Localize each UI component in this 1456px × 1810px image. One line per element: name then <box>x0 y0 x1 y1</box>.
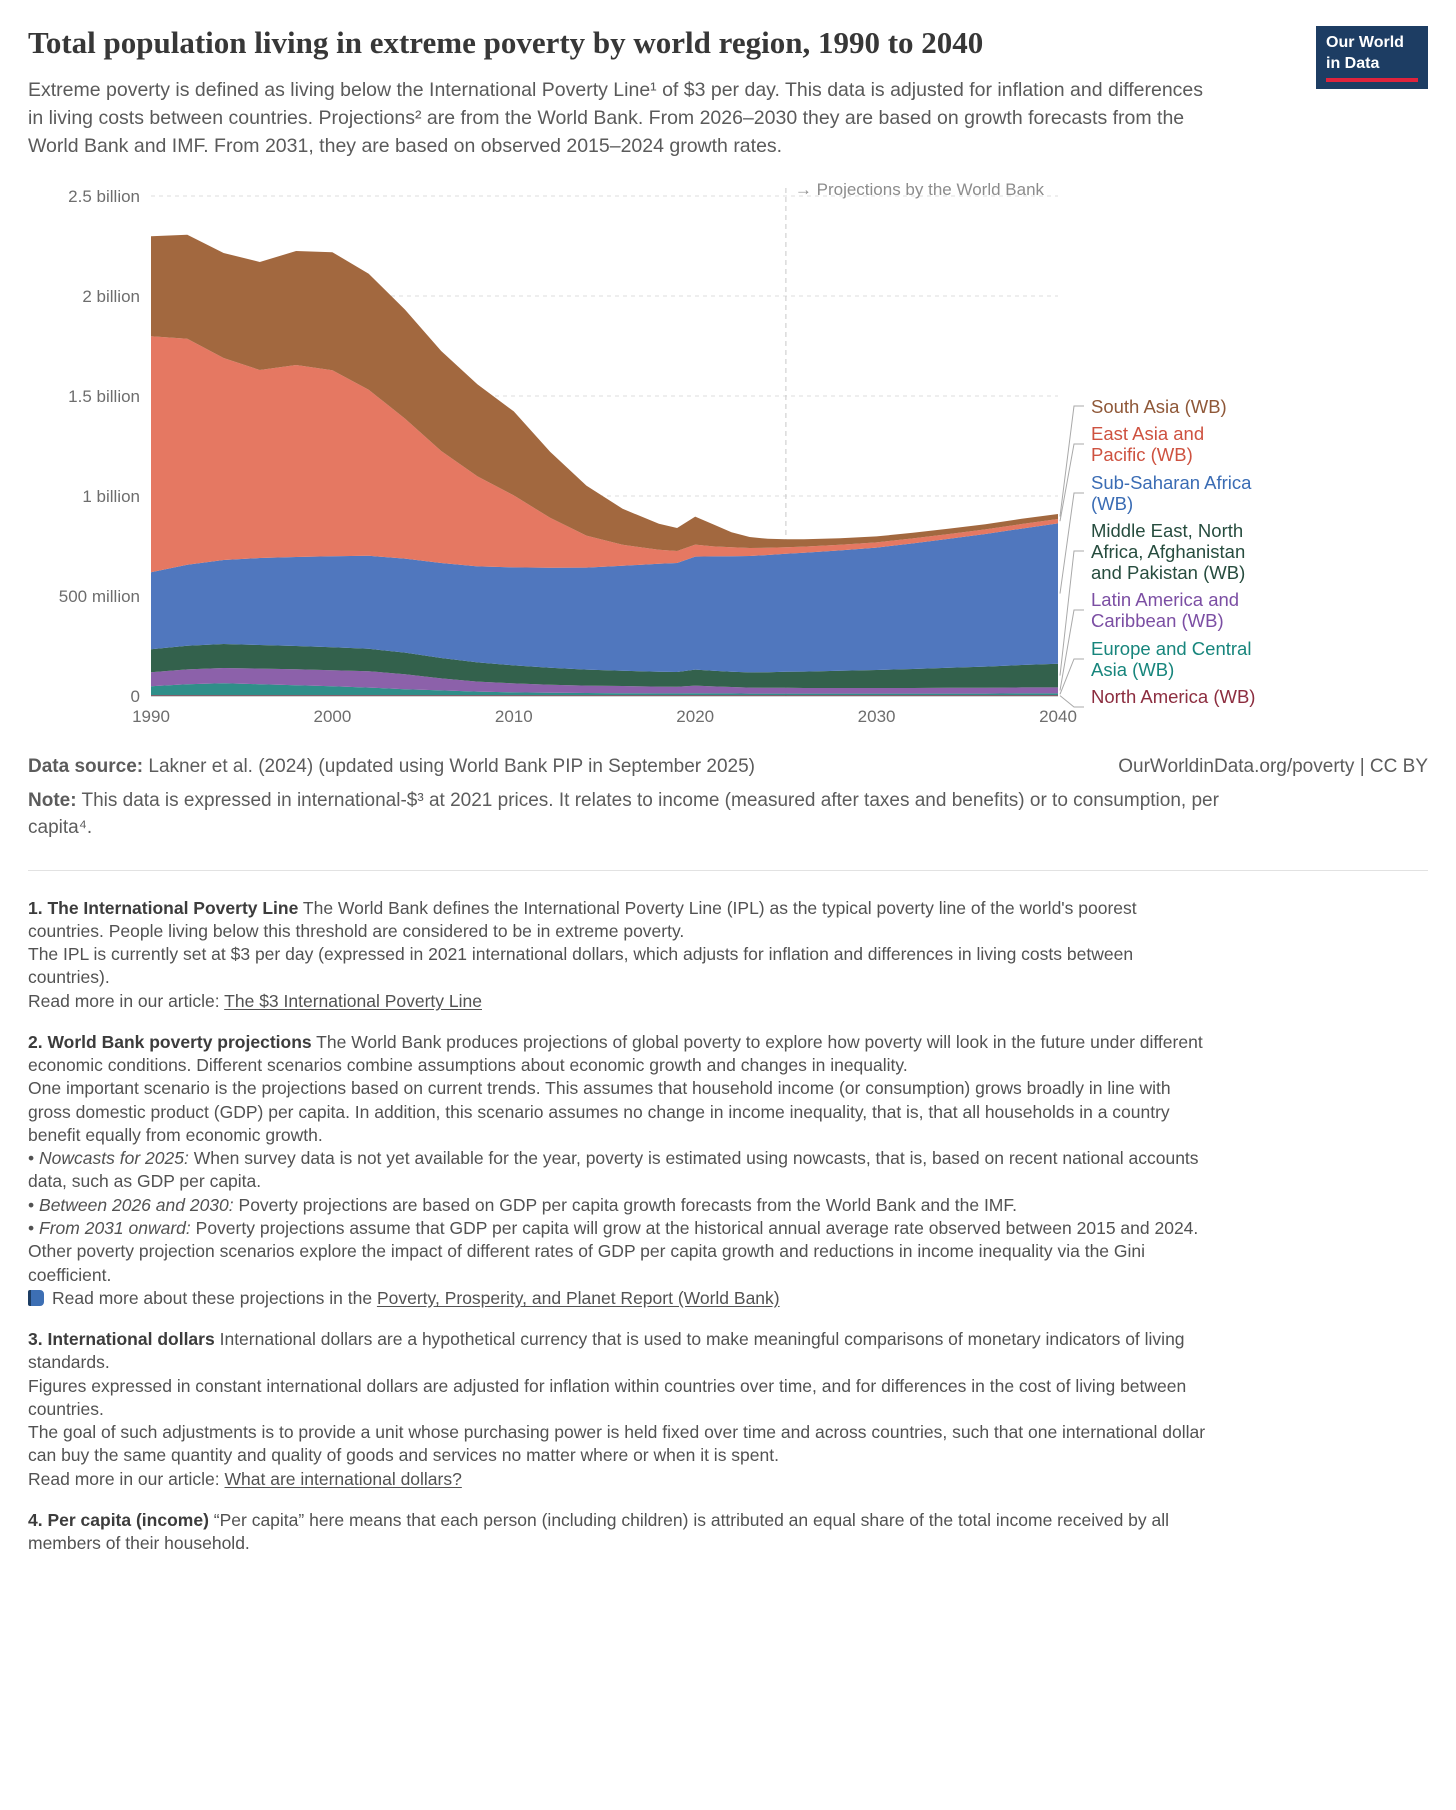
book-icon <box>28 1290 44 1306</box>
legend-item-latin-america-and-caribbean-wb[interactable]: Latin America and Caribbean (WB) <box>1091 589 1240 632</box>
y-axis-label: 2.5 billion <box>68 187 140 207</box>
footnote-international-dollars: 3. International dollars International dollars are a hypothetical currency that is used to make meaningful comparisons of monetary indicators of living standards. Figures expressed in constant international dollars are adjusted for inflation within countries over time, and for differences in the cost of living between countries. The goal of such adjustments is to provide a unit whose purchasing power is held fixed over time and across countries, such that one international dollar can buy the same quantity and quality of goods and services no matter where or when it is spent. Read more in our article: What are international dollars? <box>28 1329 1206 1489</box>
area-north-america-wb[interactable] <box>151 696 1058 697</box>
legend-connector <box>1060 493 1084 594</box>
legend-item-north-america-wb[interactable]: North America (WB) <box>1091 686 1256 708</box>
projection-label: → Projections by the World Bank <box>794 180 1045 200</box>
footnote-2-heading: 2. World Bank poverty projections <box>28 1031 312 1052</box>
ipl-article-link[interactable]: The $3 International Poverty Line <box>224 990 482 1011</box>
data-source-label: Data source: <box>28 756 144 778</box>
owid-logo[interactable] <box>1316 26 1428 89</box>
x-axis-label: 2040 <box>1039 707 1077 727</box>
y-axis-label: 1 billion <box>82 487 140 507</box>
chart-note: Note: This data is expressed in international-$³ at 2021 prices. It relates to income (measured after taxes and benefits) or to consumption, per capita⁴. <box>28 790 1219 838</box>
footnote-projections: 2. World Bank poverty projections The World Bank produces projections of global poverty to explore how poverty will look in the future under different economic conditions. Different scenarios combine assumptions about economic growth and changes in inequality. One important scenario is the projections based on current trends. This assumes that household income (or consumption) grows broadly in line with gross domestic product (GDP) per capita. In addition, this scenario assumes no change in income inequality, that is, that all households in a country benefit equally from economic growth. • Nowcasts for 2025: When survey data is not yet available for the year, poverty is estimated using nowcasts, that is, based on recent national accounts data, such as GDP per capita. • Between 2026 and 2030: Poverty projections are based on GDP per capita growth forecasts from the World Bank and the IMF. • From 2031 onward: Poverty projections assume that GDP per capita will grow at the historical annual average rate observed between 2015 and 2024. Other poverty projection scenarios explore the impact of different rates of GDP per capita growth and reductions in income inequality via the Gini coefficient. Read more about these projections in the Poverty, Prosperity, and Planet Report (World Bank) <box>28 1031 1203 1308</box>
footnote-3-heading: 3. International dollars <box>28 1329 215 1350</box>
page-title: Total population living in extreme poverty by world region, 1990 to 2040 <box>28 25 984 60</box>
chart-subtitle: Extreme poverty is defined as living below the International Poverty Line¹ of $3 per day. This data is adjusted for inflation and differences in living costs between countries. Projections² are from the World Bank. From 2026–2030 they are based on growth forecasts from the World Bank and IMF. From 2031, they are based on observed 2015–2024 growth rates. <box>28 78 1204 157</box>
owid-logo-red-bar <box>1326 78 1418 82</box>
legend-item-east-asia-and-pacific-wb[interactable]: East Asia and Pacific (WB) <box>1091 423 1205 466</box>
world-bank-report-link[interactable]: Poverty, Prosperity, and Planet Report (World Bank) <box>376 1287 780 1308</box>
footnote-1-heading: 1. The International Poverty Line <box>28 897 299 918</box>
owid-logo-line1: Our World <box>1326 34 1404 51</box>
legend-item-sub-saharan-africa-wb[interactable]: Sub-Saharan Africa (WB) <box>1091 472 1252 515</box>
divider <box>28 870 1428 871</box>
y-axis-label: 500 million <box>58 587 140 607</box>
data-source: Data source: Lakner et al. (2024) (updated using World Bank PIP in September 2025) <box>28 756 755 778</box>
footnote-4-heading: 4. Per capita (income) <box>28 1509 209 1530</box>
bullet: • <box>28 1218 35 1239</box>
legend-item-middle-east-north-africa-afghanistan-and-pakistan-wb[interactable]: Middle East, North Africa, Afghanistan and Pakistan (WB) <box>1091 520 1246 584</box>
legend-connector <box>1060 610 1084 690</box>
y-axis-label: 2 billion <box>82 287 140 307</box>
note-label: Note: <box>28 790 77 812</box>
footnote-ipl: 1. The International Poverty Line The World Bank defines the International Poverty Line (IPL) as the typical poverty line of the world's poorest countries. People living below this threshold are considered to be in extreme poverty. The IPL is currently set at $3 per day (expressed in 2021 international dollars, which adjusts for inflation and differences in living costs between countries). Read more in our article: The $3 International Poverty Line <box>28 897 1137 1011</box>
legend-connector <box>1060 659 1084 694</box>
y-axis-label: 0 <box>130 687 140 707</box>
source-row <box>28 756 1428 778</box>
x-axis-label: 1990 <box>132 707 170 727</box>
international-dollars-link[interactable]: What are international dollars? <box>224 1468 462 1489</box>
y-axis-label: 1.5 billion <box>68 387 140 407</box>
x-axis-label: 2010 <box>494 707 533 727</box>
footnote-per-capita: 4. Per capita (income) “Per capita” here means that each person (including children) is attributed an equal share of the total income received by all members of their household. <box>28 1509 1170 1554</box>
legend-item-south-asia-wb[interactable]: South Asia (WB) <box>1091 396 1227 418</box>
x-axis-label: 2030 <box>857 707 896 727</box>
owid-logo-line2: in Data <box>1326 54 1380 72</box>
bullet: • <box>28 1148 35 1169</box>
attribution[interactable]: OurWorldinData.org/poverty | CC BY <box>1118 756 1428 778</box>
legend-item-europe-and-central-asia-wb[interactable]: Europe and Central Asia (WB) <box>1091 638 1252 681</box>
chart-header <box>28 24 1428 160</box>
legend-connector <box>1060 696 1084 707</box>
x-axis-label: 2000 <box>313 707 352 727</box>
stacked-area-chart <box>28 174 1428 740</box>
x-axis-label: 2020 <box>676 707 715 727</box>
bullet: • <box>28 1194 35 1215</box>
